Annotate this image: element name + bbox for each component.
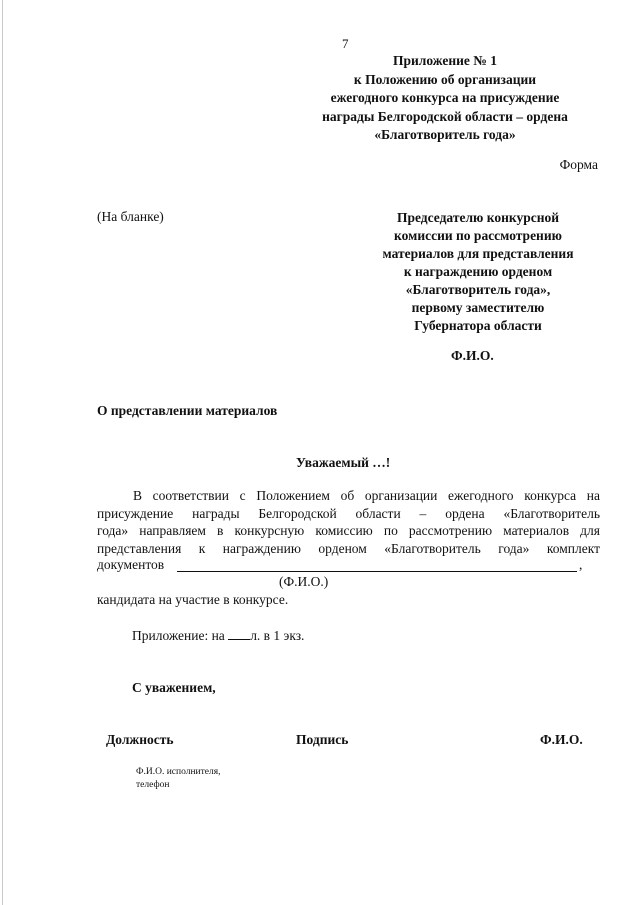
- attachment-prefix: Приложение: на: [132, 628, 229, 643]
- body-line: представления к награждению орденом «Благотворитель года» комплект: [97, 540, 600, 556]
- addressee-line: первому заместителю: [411, 300, 545, 315]
- signature-fio: Ф.И.О.: [540, 732, 583, 747]
- addressee-line: комиссии по рассмотрению: [394, 228, 562, 243]
- appendix-line: Приложение № 1: [393, 53, 497, 68]
- executor-phone: телефон: [136, 780, 170, 790]
- addressee-line: Губернатора области: [414, 318, 542, 333]
- salutation: Уважаемый …!: [296, 455, 391, 470]
- attachment-line: [132, 627, 304, 644]
- documents-line: [97, 557, 600, 575]
- closing-regards: С уважением,: [132, 680, 216, 695]
- attachment-suffix: л. в 1 экз.: [250, 628, 305, 643]
- body-line: присуждение награды Белгородской области – ордена «Благотворитель: [97, 505, 600, 521]
- sheet-count-blank: [228, 627, 250, 640]
- fio-hint: (Ф.И.О.): [279, 574, 329, 589]
- appendix-line: ежегодного конкурса на присуждение: [330, 90, 560, 105]
- page-edge-line: [2, 0, 3, 905]
- page-number: 7: [342, 36, 349, 51]
- letterhead-note: (На бланке): [97, 209, 164, 224]
- addressee-block: [358, 209, 598, 335]
- signature-signature: Подпись: [296, 732, 349, 747]
- addressee-line: Председателю конкурсной: [396, 210, 559, 225]
- executor-info: [136, 766, 221, 792]
- form-label: Форма: [559, 157, 598, 172]
- signature-position: Должность: [106, 732, 174, 747]
- addressee-fio: Ф.И.О.: [451, 348, 494, 363]
- documents-label: документов: [97, 557, 165, 572]
- addressee-line: к награждению орденом: [403, 264, 553, 279]
- body-line: В соответствии с Положением об организации ежегодного конкурса на: [133, 488, 600, 503]
- letter-subject: О представлении материалов: [97, 403, 278, 418]
- appendix-line: к Положению об организации: [353, 71, 537, 87]
- fio-fill-line: [177, 571, 577, 572]
- documents-comma: ,: [579, 557, 583, 572]
- addressee-line: «Благотворитель года»,: [405, 282, 551, 297]
- appendix-line: «Благотворитель года»: [374, 127, 516, 142]
- addressee-line: материалов для представления: [382, 246, 574, 261]
- candidate-line: кандидата на участие в конкурсе.: [97, 592, 289, 607]
- appendix-header: [300, 52, 590, 145]
- executor-name: Ф.И.О. исполнителя,: [136, 767, 221, 777]
- letter-body: [97, 487, 600, 557]
- body-line: года» направляем в конкурсную комиссию по рассмотрению материалов для: [97, 523, 600, 539]
- appendix-line: награды Белгородской области – ордена: [322, 108, 568, 124]
